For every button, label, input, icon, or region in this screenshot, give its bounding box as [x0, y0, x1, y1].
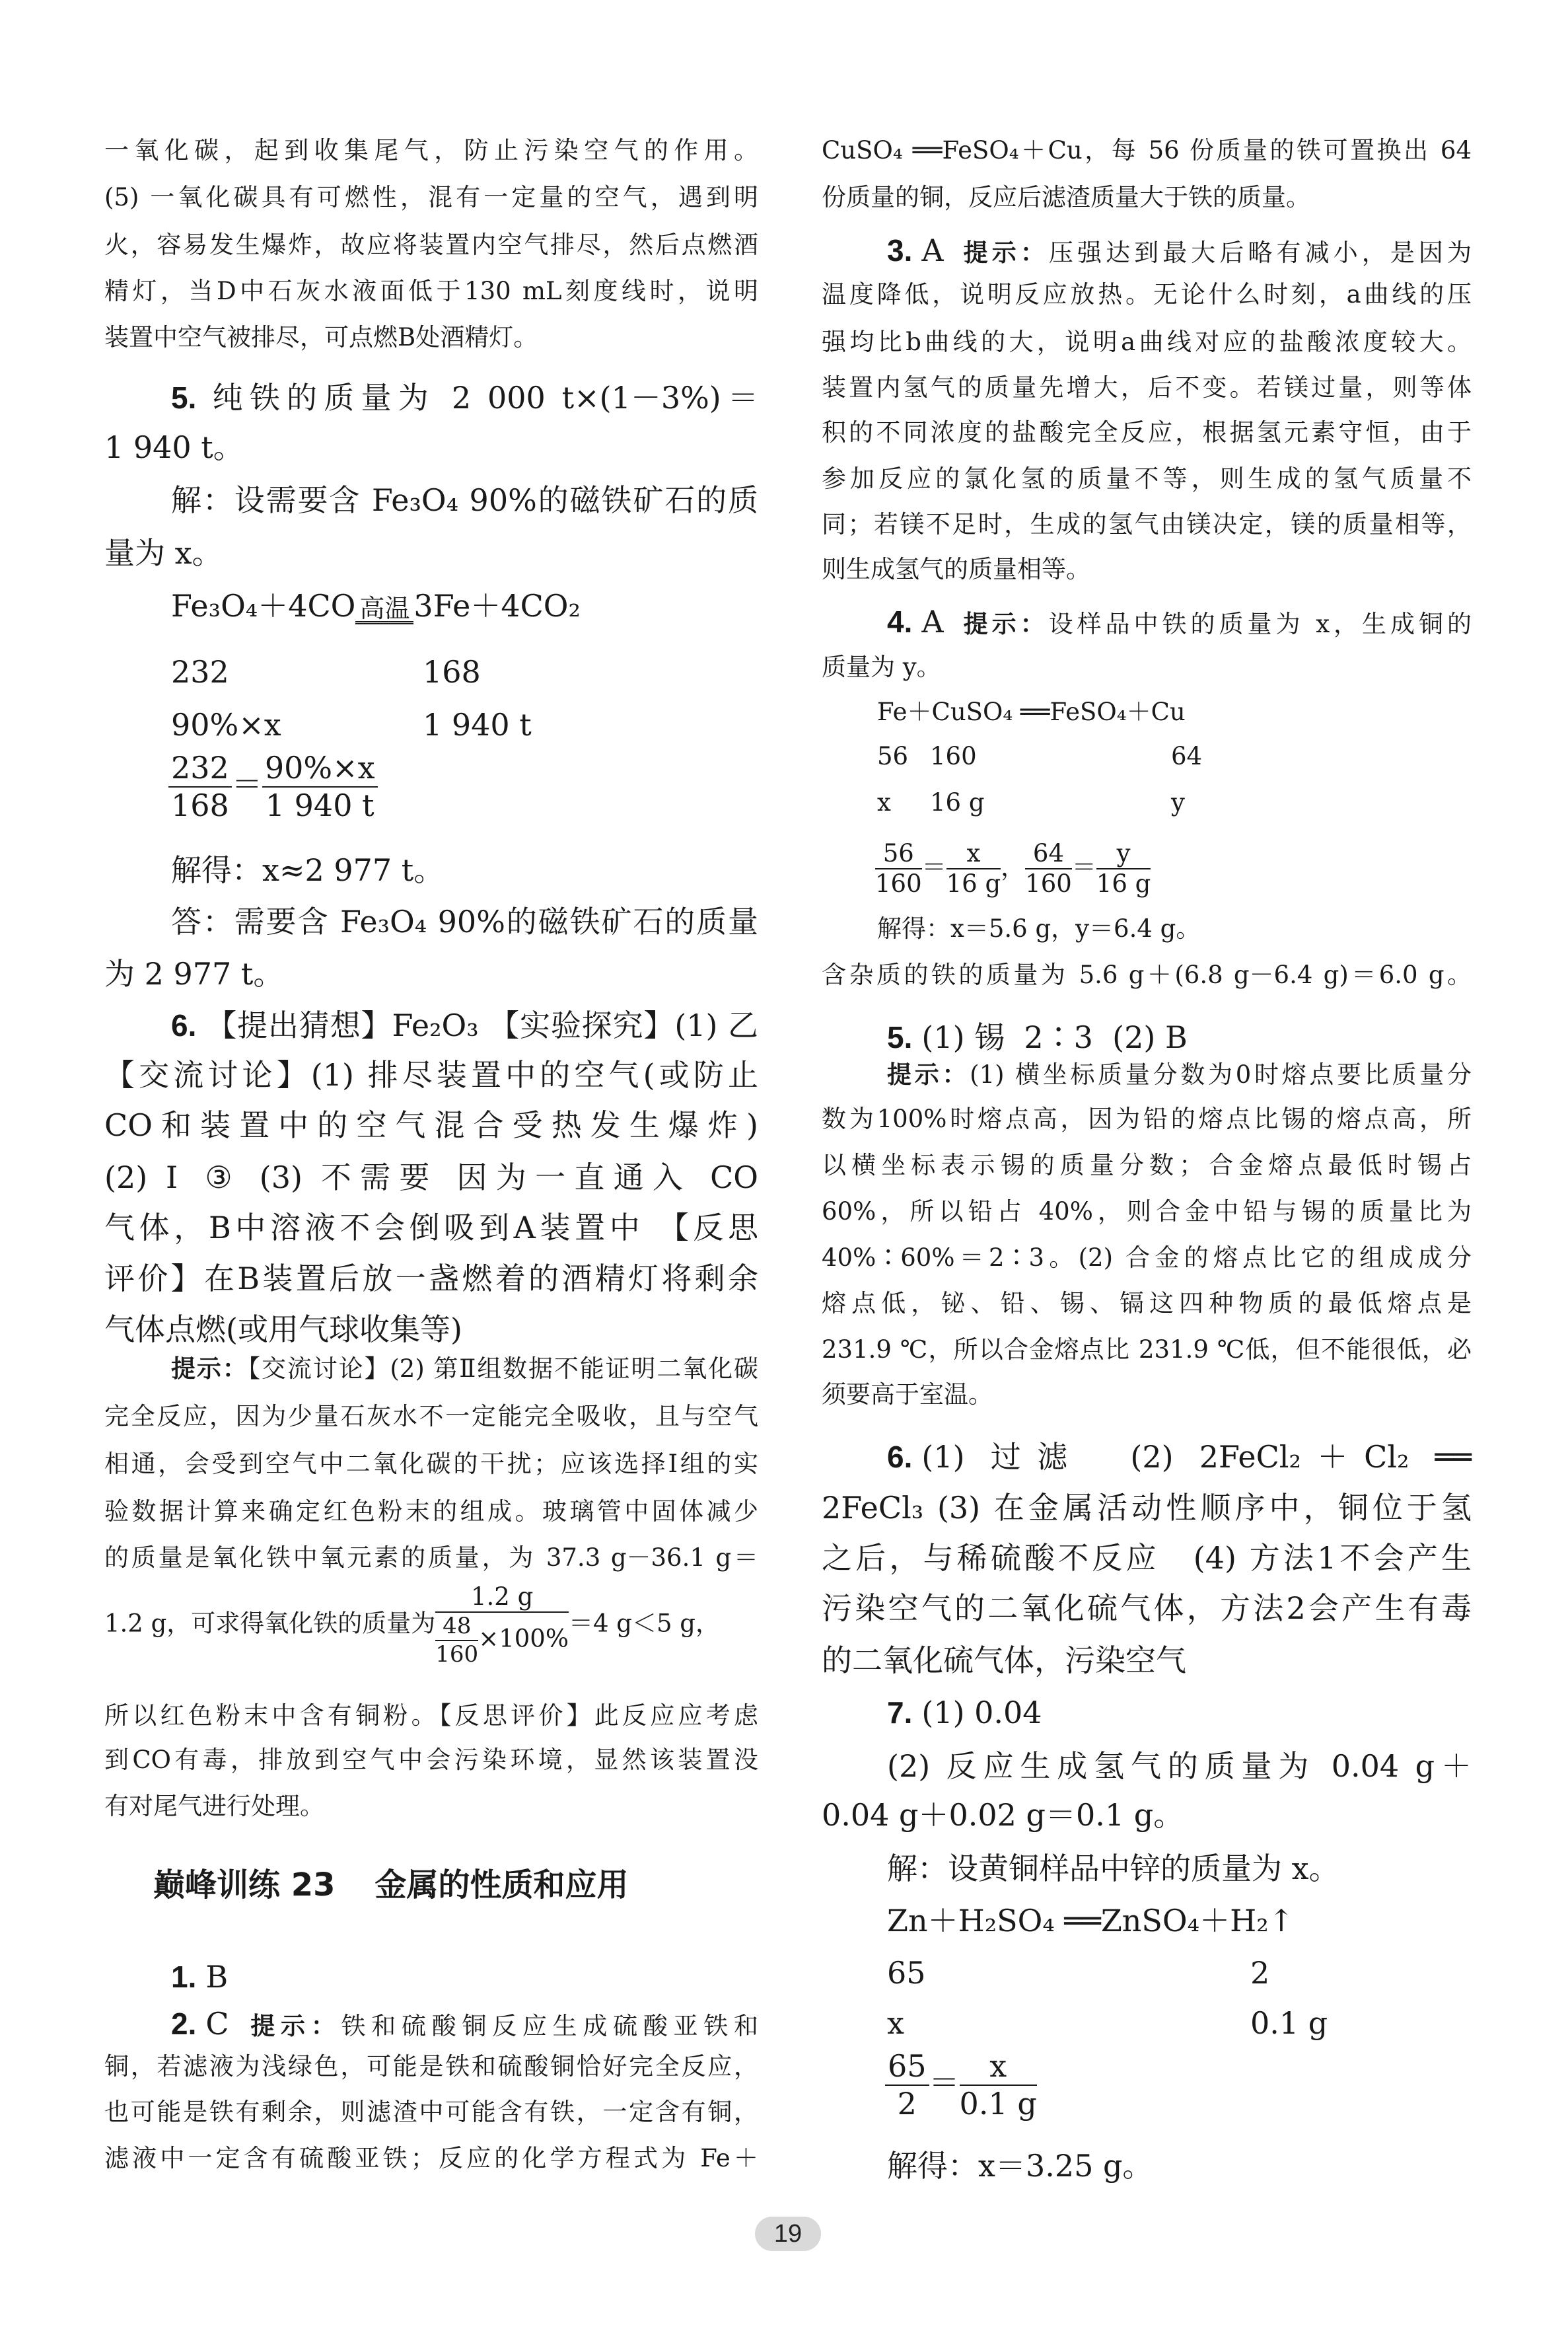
equals-sign: ＝ [921, 852, 946, 881]
answer-text: 【提出猜想】Fe₂O₃ 【实验探究】(1) 乙 [205, 1008, 758, 1043]
text-line: 份质量的铜，反应后滤渣质量大于铁的质量。 [822, 183, 1310, 211]
fraction-numerator: x [960, 2048, 1037, 2086]
text-line: 量为 x。 [104, 535, 223, 571]
mass-value: 16 g [930, 788, 985, 817]
answer-text: (1) 过滤 (2) 2FeCl₂＋Cl₂ ══ [921, 1439, 1472, 1475]
answer-7-line [887, 1695, 1472, 1731]
fraction-denominator: 168 [171, 788, 229, 824]
text-line: 也可能是铁有剩余，则滤渣中可能含有铁，一定含有铜， [104, 2098, 758, 2126]
proportion-equation [875, 839, 1151, 899]
answer-5-line [887, 1019, 1472, 1056]
text-line: 评价】在B装置后放一盏燃着的酒精灯将剩余 [104, 1261, 758, 1296]
text-line: 同；若镁不足时，生成的氢气由镁决定，镁的质量相等， [822, 510, 1472, 538]
text-line: 积的不同浓度的盐酸完全反应，根据氢元素守恒，由于 [822, 418, 1472, 447]
text-line: 有对尾气进行处理。 [104, 1792, 324, 1820]
text-line: 参加反应的氯化氢的质量不等，则生成的氢气质量不 [822, 464, 1472, 493]
text-line: 精灯，当D中石灰水液面低于130 mL刻度线时，说明 [104, 277, 758, 305]
chemical-equation: Fe＋CuSO₄ ══FeSO₄＋Cu [877, 698, 1186, 726]
tip-line [887, 1060, 1472, 1089]
comma: ， [1001, 852, 1026, 881]
text-line: 0.04 g＋0.02 g＝0.1 g。 [822, 1797, 1184, 1833]
text-line: 装置中空气被排尽，可点燃B处酒精灯。 [104, 323, 538, 351]
answer-text: (1) 0.04 [921, 1695, 1042, 1730]
fraction-numerator: 90%×x [262, 750, 378, 788]
text-line: 所以红色粉末中含有铜粉。【反思评价】此反应应考虑 [104, 1701, 758, 1730]
section-title: 金属的性质和应用 [374, 1866, 629, 1903]
answer-6-line [171, 1008, 758, 1044]
fraction-denominator: 160 [875, 869, 922, 899]
reaction-condition [355, 596, 413, 624]
answer-text: B [205, 1959, 229, 1995]
text-line: 之后，与稀硫酸不反应 (4) 方法1不会产生 [822, 1540, 1472, 1576]
equals-sign: ＝ [929, 2065, 960, 2101]
answer-3-line [887, 233, 1472, 269]
text-line: 验数据计算来确定红色粉末的组成。玻璃管中固体减少 [104, 1497, 758, 1526]
fraction-denominator [435, 1613, 569, 1668]
answer-text: A [921, 604, 944, 640]
answer-1-line [171, 1959, 758, 1995]
fraction-numerator: 65 [885, 2048, 929, 2086]
proportion-equation [168, 750, 378, 824]
text-line: CO和装置中的空气混合受热发生爆炸) [104, 1107, 758, 1143]
text-line: 到CO有毒，排放到空气中会污染环境，显然该装置没 [104, 1746, 758, 1774]
fraction-denominator: 0.1 g [959, 2086, 1037, 2122]
answer-6-line [887, 1439, 1472, 1475]
text-line: 温度降低，说明反应放热。无论什么时刻，a曲线的压 [822, 280, 1472, 309]
mass-value: 160 [930, 742, 977, 770]
fraction-denominator: 160 [435, 1641, 479, 1668]
text-line: 铜，若滤液为浅绿色，可能是铁和硫酸铜恰好完全反应， [104, 2052, 758, 2081]
mass-value: x [887, 2005, 904, 2041]
text-line: 熔点低，铋、铅、锡、镉这四种物质的最低熔点是 [822, 1289, 1472, 1317]
mass-value: 0.1 g [1250, 2005, 1328, 2041]
answer-line: 答：需要含 Fe₃O₄ 90%的磁铁矿石的质量 [171, 904, 758, 940]
text-line: 气体，B中溶液不会倒吸到A装置中 【反思 [104, 1210, 758, 1245]
equals-sign: ＝ [1071, 852, 1096, 881]
text-line: 231.9 ℃，所以合金熔点比 231.9 ℃低，但不能很低，必 [822, 1335, 1472, 1364]
condition-text: 高温 [355, 596, 413, 624]
mass-value: 56 [877, 742, 909, 770]
mass-value: 168 [423, 654, 481, 690]
text-line: 污染空气的二氧化硫气体，方法2会产生有毒 [822, 1590, 1472, 1626]
text-line: 一氧化碳，起到收集尾气，防止污染空气的作用。 [104, 136, 758, 165]
mass-value: x [877, 788, 891, 817]
tip-text: 【交流讨论】(2) 第Ⅱ组数据不能证明二氧化碳 [248, 1354, 759, 1383]
result-line: 解得：x＝3.25 g。 [887, 2148, 1153, 2184]
result-line: 解得：x≈2 977 t。 [171, 852, 445, 888]
calculation-line [104, 1582, 758, 1668]
text-line: (2) 反应生成氢气的质量为 0.04 g＋ [887, 1748, 1472, 1784]
mass-value: 232 [171, 654, 229, 690]
page-number: 19 [755, 2217, 821, 2251]
calc-text: ＝4 g＜5 g， [568, 1609, 720, 1638]
text-line: 【交流讨论】(1) 排尽装置中的空气(或防止 [104, 1057, 758, 1093]
fraction [435, 1582, 569, 1668]
text-line: 数为100%时熔点高，因为铅的熔点比锡的熔点高，所 [822, 1105, 1472, 1133]
text-line: 完全反应，因为少量石灰水不一定能完全吸收，且与空气 [104, 1402, 758, 1430]
fraction-numerator: y [1096, 839, 1151, 869]
fraction-denominator: 2 [897, 2086, 917, 2122]
text-line: 40%∶60%＝2∶3。(2) 合金的熔点比它的组成成分 [822, 1243, 1472, 1272]
tip-text: 设样品中铁的质量为 x，生成铜的 [1048, 610, 1472, 638]
answer-line: 为 2 977 t。 [104, 956, 284, 992]
question-number: 3. [887, 233, 913, 268]
answer-4-line [887, 604, 1472, 640]
text-line: (2) Ⅰ ③ (3) 不需要 因为一直通入 CO [104, 1160, 758, 1195]
fraction-numerator: 48 [435, 1613, 478, 1641]
text-line: 解：设需要含 Fe₃O₄ 90%的磁铁矿石的质 [171, 482, 758, 518]
answer-5-line [171, 380, 758, 416]
section-number: 巅峰训练 23 [153, 1866, 336, 1903]
text-line: 则生成氢气的质量相等。 [822, 555, 1090, 583]
mass-value: y [1171, 788, 1185, 817]
fraction-denominator: 160 [1025, 869, 1072, 899]
equation-right: 3Fe＋4CO₂ [413, 588, 581, 624]
question-number: 4. [887, 605, 913, 639]
mass-value: 2 [1250, 1955, 1270, 1991]
mass-value: 1 940 t [423, 707, 532, 743]
text-line: 强均比b曲线的大，说明a曲线对应的盐酸浓度较大。 [822, 328, 1472, 356]
question-number: 7. [887, 1695, 913, 1730]
tip-label: 提示： [959, 610, 1049, 638]
text-line: 相通，会受到空气中二氧化碳的干扰；应该选择Ⅰ组的实 [104, 1450, 758, 1478]
text-line: 装置内氢气的质量先增大，后不变。若镁过量，则等体 [822, 373, 1472, 402]
tip-line [171, 1354, 758, 1384]
fraction-numerator: 1.2 g [435, 1582, 569, 1613]
text-line: 的质量是氧化铁中氧元素的质量，为 37.3 g－36.1 g＝ [104, 1543, 758, 1572]
text-line: CuSO₄ ══FeSO₄＋Cu，每 56 份质量的铁可置换出 64 [822, 136, 1472, 165]
equation-left: Fe₃O₄＋4CO [171, 588, 356, 624]
answer-text: 纯铁的质量为 2 000 t×(1－3%)＝ [205, 380, 758, 416]
text-line: 以横坐标表示锡的质量分数；合金熔点最低时锡占 [822, 1151, 1472, 1179]
fraction-numerator: 232 [168, 750, 232, 788]
text-line: 1 940 t。 [104, 429, 244, 465]
text-line: 质量为 y。 [822, 653, 941, 681]
question-number: 5. [887, 1020, 913, 1054]
fraction-denominator: 1 940 t [265, 788, 374, 824]
result-line: 解得：x＝5.6 g，y＝6.4 g。 [877, 914, 1201, 943]
mass-value: 90%×x [171, 707, 281, 743]
fraction-numerator: 56 [875, 839, 922, 869]
text-line: 60%，所以铅占 40%，则合金中铅与锡的质量比为 [822, 1197, 1472, 1226]
text-line: (5) 一氧化碳具有可燃性，混有一定量的空气，遇到明 [104, 183, 758, 211]
tip-label: 提示： [171, 1354, 248, 1383]
fraction-denominator: 16 g [946, 869, 1001, 899]
tip-text: 压强达到最大后略有减小，是因为 [1048, 239, 1472, 267]
answer-2-line [171, 2006, 758, 2042]
fraction-numerator: x [946, 839, 1001, 869]
chemical-equation [171, 588, 581, 624]
text-line: 解：设黄铜样品中锌的质量为 x。 [887, 1851, 1339, 1886]
section-heading [153, 1866, 629, 1905]
mass-value: 64 [1171, 742, 1203, 770]
tip-label: 提示： [959, 239, 1049, 267]
question-number: 6. [887, 1440, 913, 1474]
text-line: 火，容易发生爆炸，故应将装置内空气排尽，然后点燃酒 [104, 231, 758, 259]
answer-text: A [921, 233, 944, 268]
answer-text: (1) 锡 2∶3 (2) B [921, 1019, 1188, 1055]
question-number: 2. [171, 2007, 197, 2041]
text-line: 滤液中一定含有硫酸亚铁；反应的化学方程式为 Fe＋ [104, 2144, 758, 2172]
tip-label: 提示： [887, 1060, 970, 1089]
tip-text: (1) 横坐标质量分数为0时熔点要比质量分 [970, 1060, 1472, 1089]
question-number: 5. [171, 381, 197, 415]
fraction-denominator: 16 g [1096, 869, 1151, 899]
proportion-equation [885, 2048, 1037, 2122]
tip-text: 铁和硫酸铜反应生成硫酸亚铁和 [341, 2012, 759, 2040]
chemical-equation: Zn＋H₂SO₄ ══ZnSO₄＋H₂↑ [887, 1903, 1295, 1938]
mass-value: 65 [887, 1955, 926, 1991]
question-number: 1. [171, 1960, 197, 1994]
text-line: 2FeCl₃ (3) 在金属活动性顺序中，铜位于氢 [822, 1490, 1472, 1526]
calc-text: 1.2 g，可求得氧化铁的质量为 [104, 1609, 436, 1638]
text-line: 的二氧化硫气体，污染空气 [822, 1642, 1186, 1678]
fraction-numerator: 64 [1025, 839, 1072, 869]
text-line: 须要高于室温。 [822, 1380, 993, 1409]
question-number: 6. [171, 1008, 197, 1043]
text-line: 含杂质的铁的质量为 5.6 g＋(6.8 g－6.4 g)＝6.0 g。 [822, 961, 1472, 989]
answer-text: C [205, 2006, 229, 2042]
text-line: 气体点燃(或用气球收集等) [104, 1311, 462, 1347]
percent-text: ×100% [478, 1624, 569, 1653]
tip-label: 提示： [244, 2012, 341, 2040]
equals-sign: ＝ [231, 766, 262, 803]
